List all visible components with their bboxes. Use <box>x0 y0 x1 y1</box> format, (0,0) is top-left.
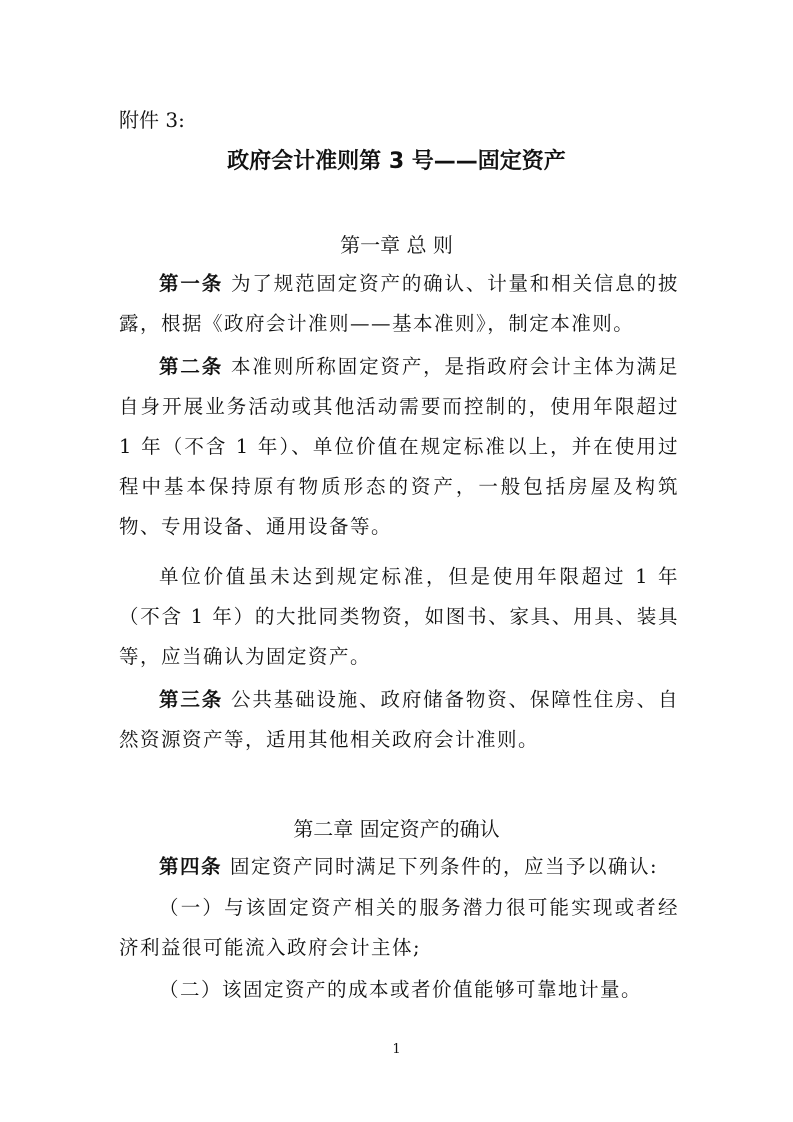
article-4-item-2: （二）该固定资产的成本或者价值能够可靠地计量。 <box>159 978 643 1001</box>
article-3-text: 公共基础设施、政府储备物资、保障性住房、自然资源资产等，适用其他相关政府会计准则。 <box>119 688 679 751</box>
article-3-label: 第三条 <box>159 688 224 711</box>
article-2 <box>119 347 679 547</box>
article-2-text: 本准则所称固定资产，是指政府会计主体为满足自身开展业务活动或其他活动需要而控制的，使用年限超过 1 年（不含 1 年）、单位价值在规定标准以上，并在使用过程中基本保持原有物质形态的资产，一般包括房屋及构筑物、专用设备、通用设备等。 <box>119 355 679 538</box>
article-2-label: 第二条 <box>159 355 224 378</box>
article-4-item-1: （一）与该固定资产相关的服务潜力很可能实现或者经济利益很可能流入政府会计主体; <box>119 896 679 959</box>
chapter-2-heading: 第二章 固定资产的确认 <box>293 817 500 841</box>
page-number: 1 <box>392 1042 401 1057</box>
attachment-label: 附件 3: <box>119 108 185 132</box>
article-3 <box>119 680 679 760</box>
article-4-label: 第四条 <box>159 855 223 878</box>
article-2-paragraph-2: 单位价值虽未达到规定标准，但是使用年限超过 1 年（不含 1 年）的大批同类物资，如图书、家具、用具、装具等，应当确认为固定资产。 <box>119 565 679 668</box>
article-1-label: 第一条 <box>159 272 224 295</box>
article-4-text: 固定资产同时满足下列条件的，应当予以确认: <box>230 855 659 878</box>
article-1-text: 为了规范固定资产的确认、计量和相关信息的披露，根据《政府会计准则——基本准则》，制定本准则。 <box>119 272 679 335</box>
article-4 <box>119 847 679 887</box>
chapter-1-heading: 第一章 总 则 <box>340 233 453 257</box>
article-1 <box>119 264 679 344</box>
document-title: 政府会计准则第 3 号——固定资产 <box>227 149 566 174</box>
